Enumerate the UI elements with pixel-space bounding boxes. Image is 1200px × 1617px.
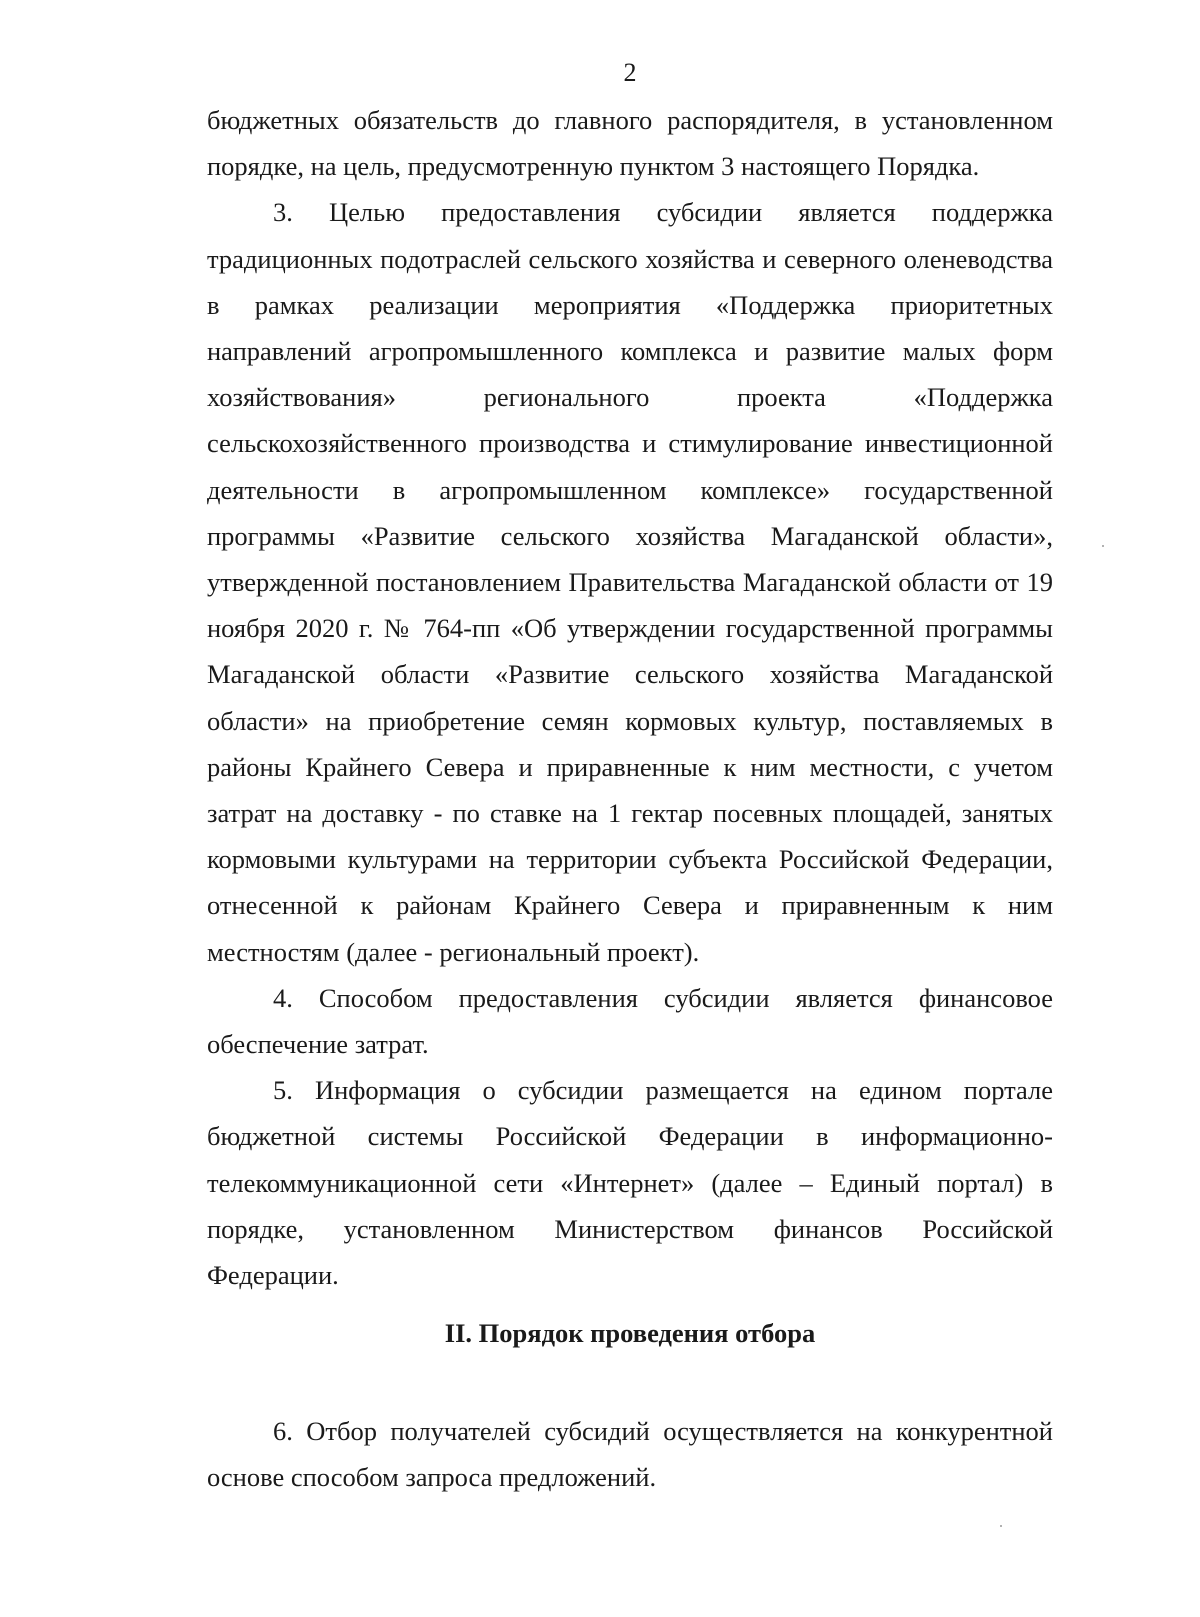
paragraph-continuation: бюджетных обязательств до главного распорядителя, в установленном порядке, на цель, предусмотренную пунктом 3 настоящего Порядка. [207,105,1053,182]
paragraph-item-3: 3. Целью предоставления субсидии является поддержка традиционных подотраслей сельского хозяйства и северного оленеводства в рамках реализации мероприятия «Поддержка приоритетных направлений агропромышленного комплекса и развитие малых форм хозяйствования» регионального проекта «Поддержка сельскохозяйственного производства и стимулирование инвестиционной деятельности в агропромышленном комплексе» государственной программы «Развитие сельского хозяйства Магаданской области», утвержденной постановлением Правительства Магаданской области от 19 ноября 2020 г. № 764-пп «Об утверждении государственной программы Магаданской области «Развитие сельского хозяйства Магаданской области» на приобретение семян кормовых культур, поставляемых в районы Крайнего Севера и приравненные к ним местности, с учетом затрат на доставку - по ставке на 1 гектар посевных площадей, занятых кормовыми культурами на территории субъекта Российской Федерации, отнесенной к районам Крайнего Севера и приравненным к ним местностям (далее - региональный проект). [207,197,1053,967]
section-heading: II. Порядок проведения отбора [444,1318,816,1349]
section-spacer [207,1356,1053,1408]
paragraph-item-5: 5. Информация о субсидии размещается на едином портале бюджетной системы Российской Федерации в информационно-телекоммуникационной сети «Интернет» (далее – Единый портал) в порядке, установленном Министерством финансов Российской Федерации. [207,1075,1053,1291]
scan-speck [1000,1525,1002,1527]
page-number: 2 [623,58,637,87]
paragraph-item-4: 4. Способом предоставления субсидии является финансовое обеспечение затрат. [207,982,1053,1060]
scan-speck [1102,545,1104,547]
paragraph-item-6: 6. Отбор получателей субсидий осуществляется на конкурентной основе способом запроса предложений. [207,1416,1053,1493]
document-body [207,97,1053,1501]
